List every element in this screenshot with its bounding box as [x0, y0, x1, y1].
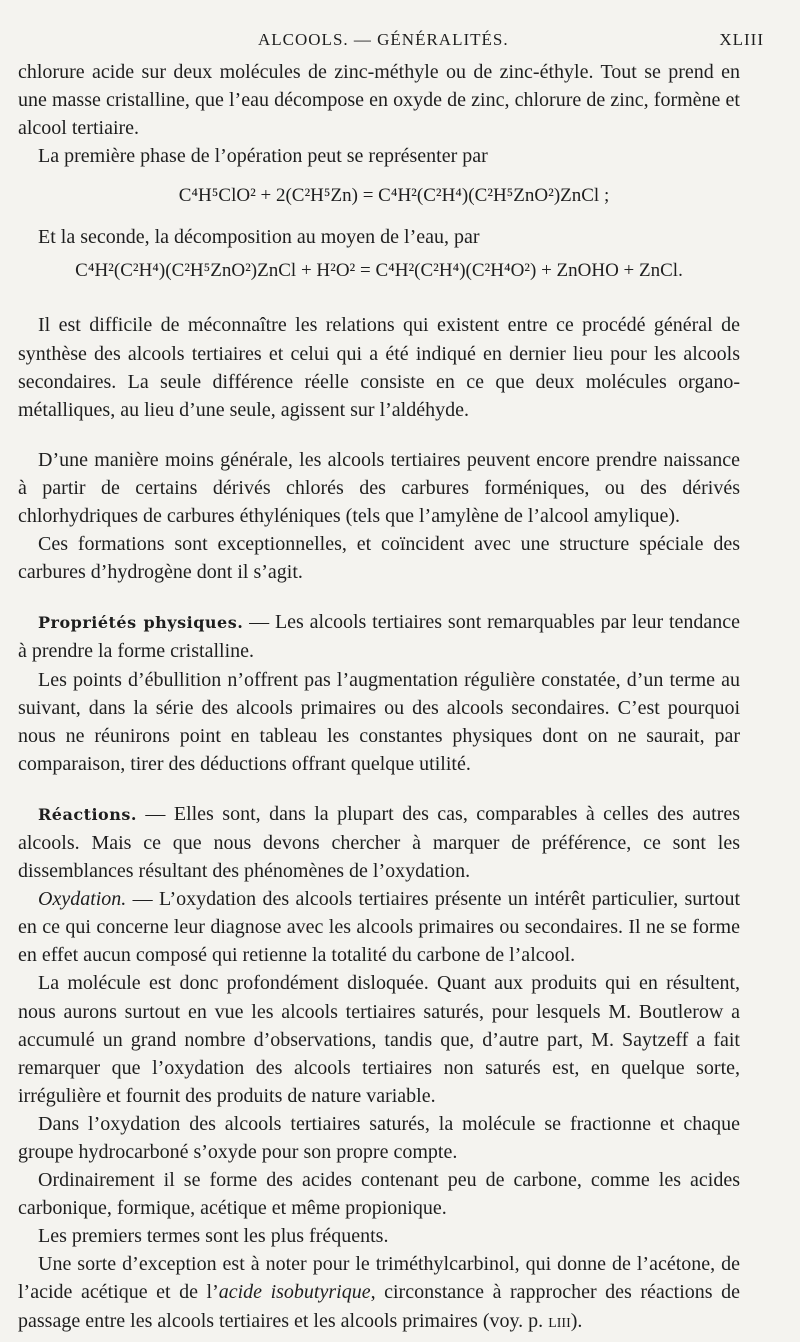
section-heading-physical-properties: Propriétés physiques.: [38, 613, 244, 633]
paragraph-12: Dans l’oxydation des alcools tertiaires saturés, la molécule se fractionne et chaque groupe hydrocarboné s’oxyde pour son propre compte.: [18, 1112, 740, 1163]
isobutyric-acid-term: acide isobutyrique: [218, 1281, 371, 1304]
paragraph-9-text: — Elles sont, dans la plupart des cas, comparables à celles des autres alcools. Mais ce que nous devons chercher à marquer de préférence, ce sont les dissemblances résultant des phénomènes de l’oxydation.: [18, 802, 740, 883]
paragraph-11: La molécule est donc profondément disloquée. Quant aux produits qui en résultent, nous aurons surtout en vue les alcools tertiaires saturés, pour lesquels M. Boutlerow a accumulé un grand nombre d’observations, tandis que, d’autre part, M. Saytzeff a fait remarquer que l’oxydation des alcools tertiaires non saturés est, en quelque sorte, irrégulière et fournit des produits de nature variable.: [18, 972, 740, 1107]
paragraph-1: chlorure acide sur deux molécules de zinc-méthyle ou de zinc-éthyle. Tout se prend en une masse cristalline, que l’eau décompose en oxyde de zinc, chlorure de zinc, formène et alcool tertiaire.: [18, 61, 740, 140]
paragraph-reactions: [18, 800, 740, 885]
paragraph-oxidation: [18, 885, 740, 969]
paragraph-physical-properties: [18, 608, 740, 665]
paragraph-4: Il est difficile de méconnaître les relations qui existent entre ce procédé général de synthèse des alcools tertiaires et celui qui a été indiqué en dernier lieu pour les alcools secondaires. La seule différence réelle consiste en ce que deux molécules organo-métalliques, au lieu d’une seule, agissent sur l’aldéhyde.: [18, 314, 740, 421]
formula-2: C⁴H²(C²H⁴)(C²H⁵ZnO²)ZnCl + H²O² = C⁴H²(C²H⁴)(C²H⁴O²) + ZnOHO + ZnCl.: [75, 260, 683, 282]
page-number: XLIII: [719, 30, 764, 49]
paragraph-5: D’une manière moins générale, les alcools tertiaires peuvent encore prendre naissance à partir de certains dérivés chlorés des carbures forméniques, ou des dérivés chlorhydriques de carbures éthyléniques (tels que l’amylène de l’alcool amylique).: [18, 448, 740, 528]
paragraph-10-text: — L’oxydation des alcools tertiaires présente un intérêt particulier, surtout en ce qui concerne leur diagnose avec les alcools primaires ou secondaires. Il ne se forme en effet aucun composé qui retienne la totalité du carbone de l’alcool.: [18, 888, 740, 967]
page-body: [18, 58, 740, 1335]
paragraph-7-text: — Les alcools tertiaires sont remarquables par leur tendance à prendre la forme cristalline.: [18, 611, 741, 663]
paragraph-3: Et la seconde, la décomposition au moyen de l’eau, par: [38, 226, 480, 249]
paragraph-15-text-a: Une sorte d’exception est à noter pour le triméthylcarbinol, qui donne de l’acétone, de l’acide acétique et de l’: [18, 1253, 740, 1304]
paragraph-6: Ces formations sont exceptionnelles, et coïncident avec une structure spéciale des carbures d’hydrogène dont il s’agit.: [18, 533, 740, 584]
page-reference: liii: [548, 1309, 571, 1332]
paragraph-2: La première phase de l’opération peut se représenter par: [38, 145, 488, 168]
paragraph-15-text-b: , circonstance à rapprocher des réactions de passage entre les alcools tertiaires et les alcools primaires (voy. p.: [18, 1281, 740, 1332]
paragraph-13: Ordinairement il se forme des acides contenant peu de carbone, comme les acides carbonique, formique, acétique et même propionique.: [18, 1169, 740, 1220]
formula-1: C⁴H⁵ClO² + 2(C²H⁵Zn) = C⁴H²(C²H⁴)(C²H⁵ZnO²)ZnCl ;: [178, 185, 610, 207]
paragraph-15: [18, 1250, 740, 1334]
spacer: [18, 424, 740, 446]
paragraph-8: Les points d’ébullition n’offrent pas l’augmentation régulière constatée, d’un terme au suivant, dans la série des alcools primaires ou des alcools secondaires. C’est pourquoi nous ne réunirons point en tableau les constantes physiques dont on ne saurait, par comparaison, tirer des déductions offrant quelque utilité.: [18, 668, 740, 775]
running-header: [0, 30, 800, 52]
spacer: [18, 778, 740, 800]
paragraph-15-text-c: ).: [570, 1309, 583, 1332]
subheading-oxidation: Oxydation.: [38, 888, 127, 911]
section-heading-reactions: Réactions.: [38, 804, 137, 824]
spacer: [18, 586, 740, 608]
running-title: ALCOOLS. — GÉNÉRALITÉS.: [258, 30, 509, 49]
paragraph-14: Les premiers termes sont les plus fréquents.: [38, 1225, 389, 1248]
